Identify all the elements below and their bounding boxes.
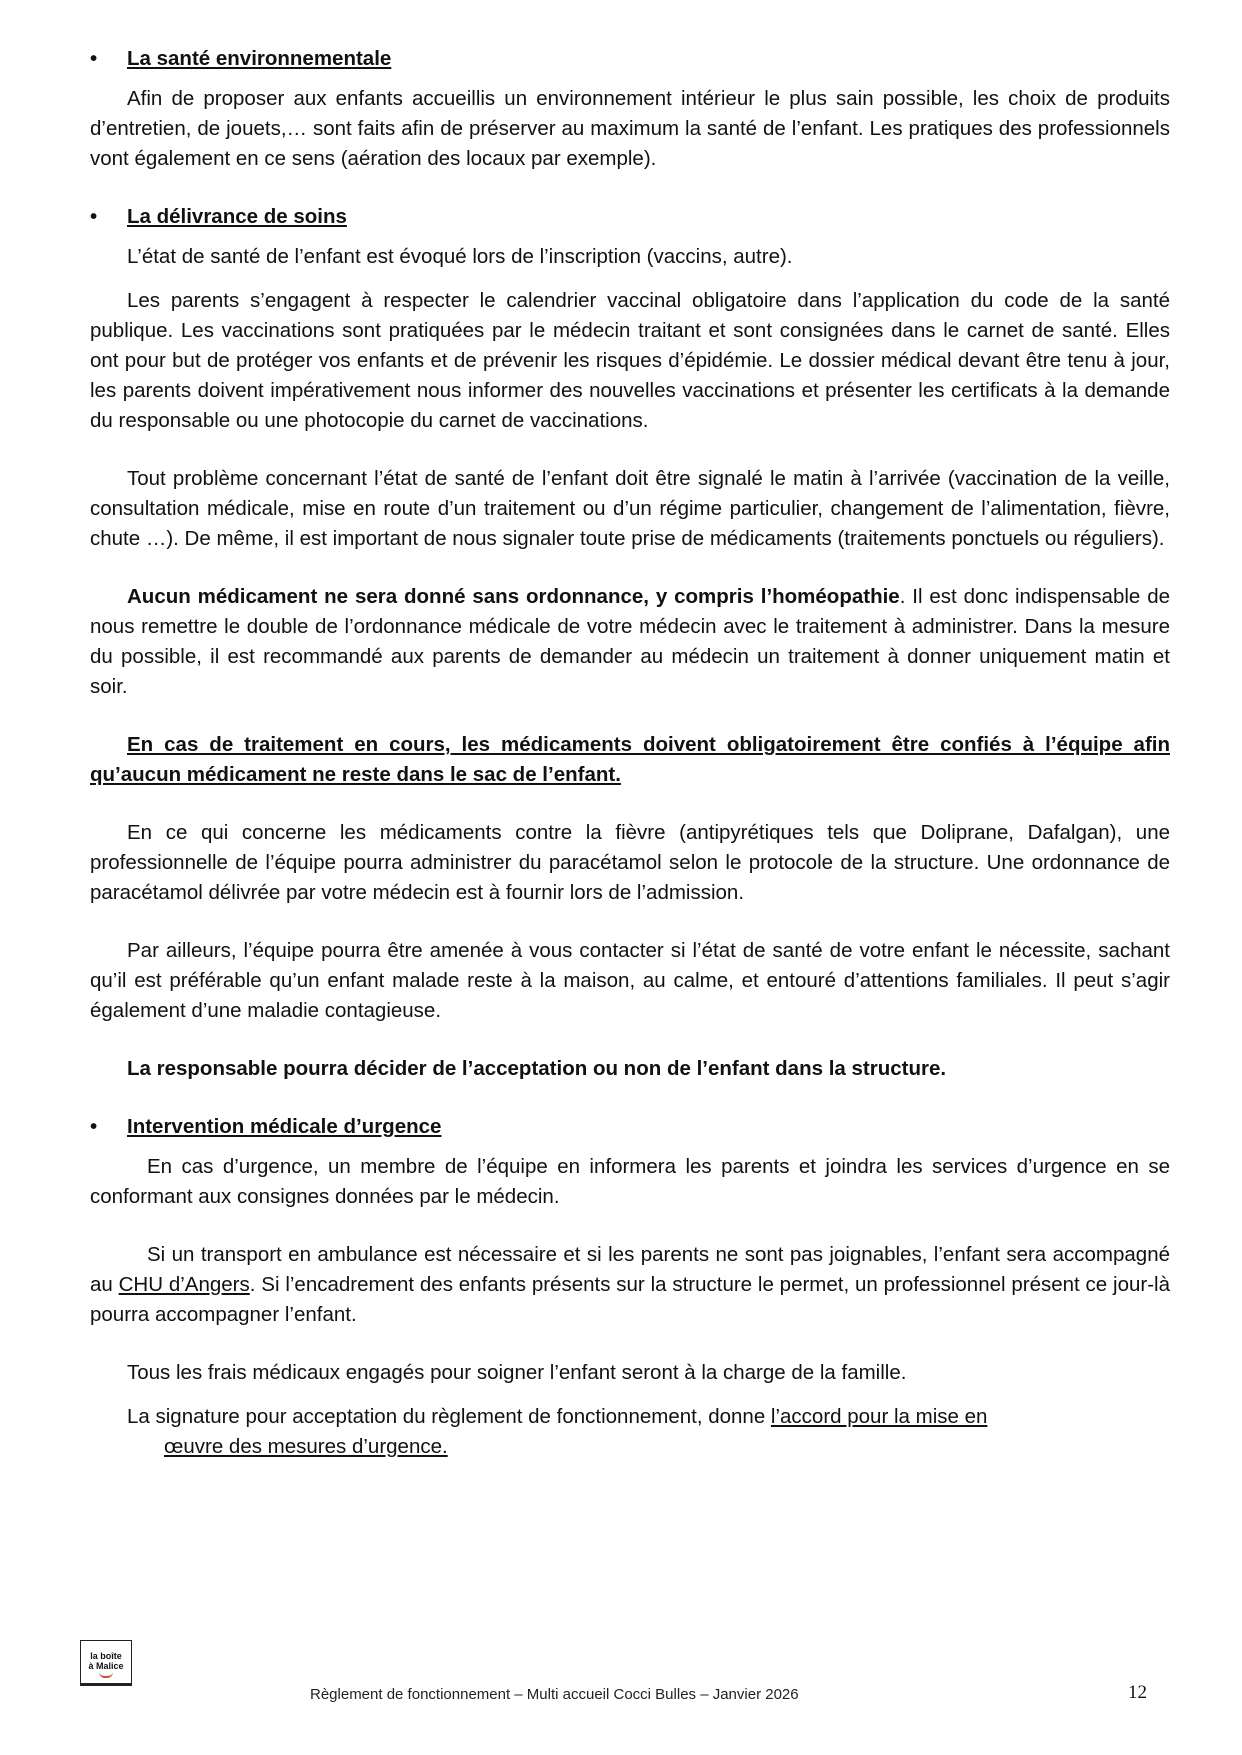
logo [80, 1640, 132, 1686]
heading-text: La santé environnementale [127, 47, 392, 70]
paragraph-text: . Il est donc indispensable de nous remettre le double de l’ordonnance médicale de votre médecin avec le traitement à administrer. Dans la mesure du possible, il est recommandé aux parents de demander au médecin un traitement à donner uniquement matin et soir. [90, 585, 1170, 698]
paragraph: Par ailleurs, l’équipe pourra être amenée à vous contacter si l’état de santé de votre enfant le nécessite, sachant qu’il est préférable qu’un enfant malade reste à la maison, au calme, et entouré d’attentions familiales. Il peut s’agir également d’une maladie contagieuse. [90, 939, 1170, 1022]
footer-text: Règlement de fonctionnement – Multi accueil Cocci Bulles – Janvier 2026 [310, 1686, 799, 1703]
paragraph-text: La signature pour acceptation du règlement de fonctionnement, donne [127, 1405, 771, 1428]
paragraph [90, 1240, 1170, 1330]
chu-link[interactable]: CHU d’Angers [118, 1273, 250, 1296]
paragraph: En cas d’urgence, un membre de l’équipe en informera les parents et joindra les services d’urgence en se conformant aux consignes données par le médecin. [90, 1155, 1170, 1208]
section-heading-delivrance-soins [90, 202, 1170, 232]
paragraph: Tous les frais médicaux engagés pour soigner l’enfant seront à la charge de la famille. [127, 1361, 907, 1384]
paragraph [90, 582, 1170, 702]
underlined-text: l’accord pour la mise en [770, 1405, 988, 1428]
bold-paragraph: La responsable pourra décider de l’acceptation ou non de l’enfant dans la structure. [127, 1057, 947, 1080]
bullet-icon: • [90, 47, 98, 70]
smile-icon [99, 1672, 113, 1678]
bold-text: Aucun médicament ne sera donné sans ordonnance, y compris l’homéopathie [127, 585, 900, 608]
paragraph-text: Si un transport en ambulance est nécessaire et si les parents ne sont pas joignables, l’enfant sera accompagné au [90, 1243, 1170, 1296]
underlined-text: œuvre des mesures d’urgence. [164, 1435, 448, 1458]
document-page [90, 44, 1170, 1462]
paragraph: Les parents s’engagent à respecter le calendrier vaccinal obligatoire dans l’application du code de la santé publique. Les vaccinations sont pratiquées par le médecin traitant et sont consignées dans le carnet de santé. Elles ont pour but de protéger vos enfants et de prévenir les risques d’épidémie. Le dossier médical devant être tenu à jour, les parents doivent impérativement nous informer des nouvelles vaccinations et présenter les certificats à la demande du responsable ou une photocopie du carnet de vaccinations. [90, 289, 1170, 432]
paragraph: En ce qui concerne les médicaments contre la fièvre (antipyrétiques tels que Doliprane, Dafalgan), une professionnelle de l’équipe pourra administrer du paracétamol selon le protocole de la structure. Une ordonnance de paracétamol délivrée par votre médecin est à fournir lors de l’admission. [90, 821, 1170, 904]
bullet-icon: • [90, 1115, 98, 1138]
section-heading-intervention-urgence [90, 1112, 1170, 1142]
paragraph [90, 1402, 1170, 1462]
paragraph: Afin de proposer aux enfants accueillis un environnement intérieur le plus sain possible, les choix de produits d’entretien, de jouets,… sont faits afin de préserver au maximum la santé de l’enfant. Les pratiques des professionnels vont également en ce sens (aération des locaux par exemple). [90, 87, 1170, 170]
heading-text: Intervention médicale d’urgence [127, 1115, 442, 1138]
paragraph: Tout problème concernant l’état de santé de l’enfant doit être signalé le matin à l’arrivée (vaccination de la veille, consultation médicale, mise en route d’un traitement ou d’un régime particulier, changement de l’alimentation, fièvre, chute …). De même, il est important de nous signaler toute prise de médicaments (traitements ponctuels ou réguliers). [90, 467, 1170, 550]
bullet-icon: • [90, 205, 98, 228]
important-notice: En cas de traitement en cours, les médicaments doivent obligatoirement être confiés à l’équipe afin qu’aucun médicament ne reste dans le sac de l’enfant. [90, 733, 1170, 786]
heading-text: La délivrance de soins [127, 205, 347, 228]
page-number: 12 [1128, 1682, 1147, 1703]
paragraph: L’état de santé de l’enfant est évoqué lors de l’inscription (vaccins, autre). [127, 245, 793, 268]
section-heading-sante-environnementale [90, 44, 1170, 74]
logo-text: à Malice [88, 1661, 124, 1671]
paragraph-text: . Si l’encadrement des enfants présents sur la structure le permet, un professionnel présent ce jour-là pourra accompagner l’enfant. [90, 1273, 1170, 1326]
logo-text: la boîte [90, 1651, 122, 1661]
